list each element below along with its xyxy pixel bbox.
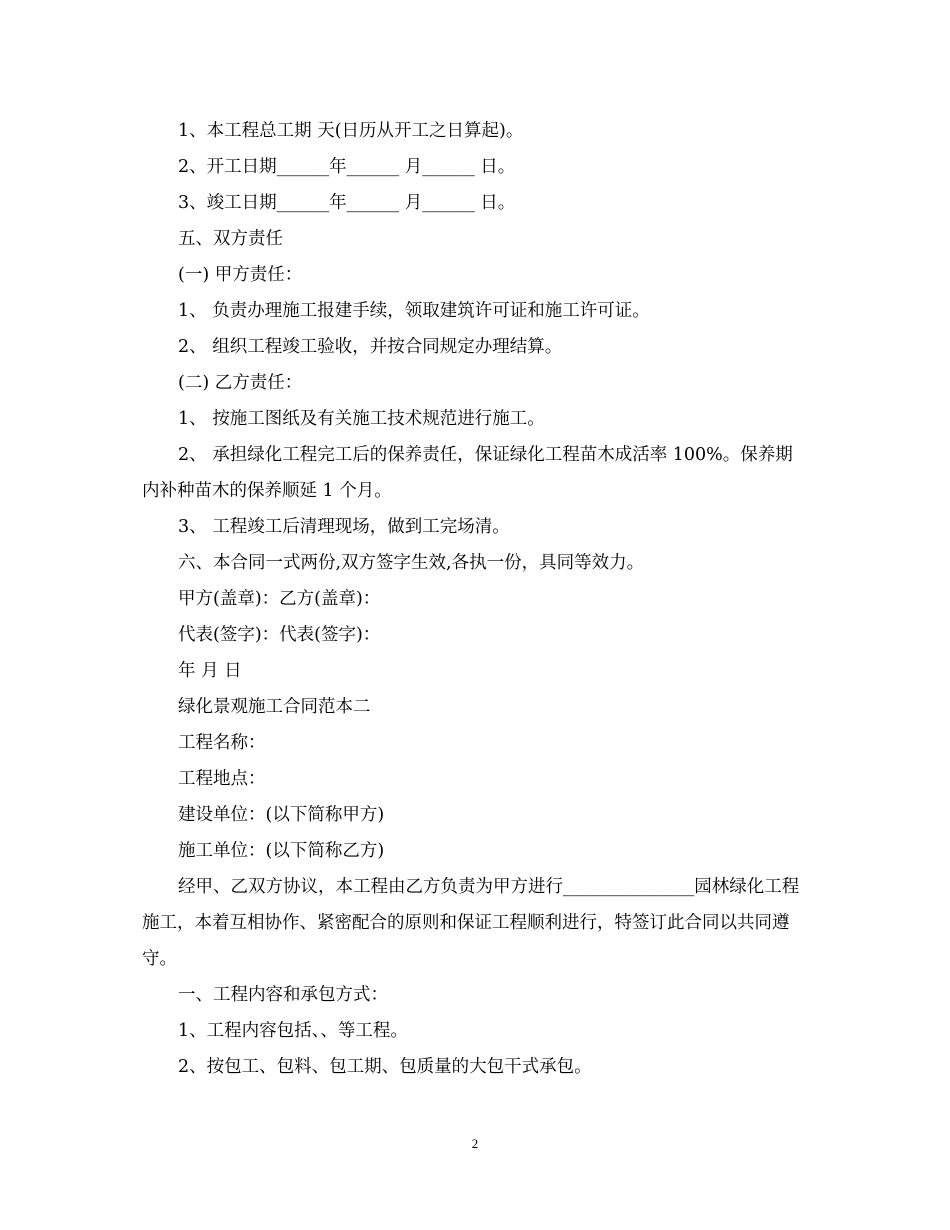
paragraph-party-b-item-2: 2、 承担绿化工程完工后的保养责任，保证绿化工程苗木成活率 100%。保养期内补种苗木的保养顺延 1 个月。	[142, 445, 793, 501]
field-contractor-unit: 施工单位：(以下简称乙方)	[178, 841, 385, 861]
field-project-location: 工程地点：	[178, 769, 266, 789]
subheading-party-b: (二) 乙方责任：	[178, 373, 303, 393]
paragraph-completion-date: 3、竣工日期______年______ 月______ 日。	[178, 193, 516, 213]
section-heading-responsibilities: 五、双方责任	[178, 229, 283, 249]
section-heading-copies: 六、本合同一式两份,双方签字生效,各执一份，具同等效力。	[178, 553, 645, 573]
template-two-title: 绿化景观施工合同范本二	[178, 697, 371, 717]
paragraph-agreement-intro: 经甲、乙双方协议，本工程由乙方负责为甲方进行_______________园林绿化工程施工，本着互相协作、紧密配合的原则和保证工程顺利进行，特签订此合同以共同遵守。	[142, 877, 800, 969]
paragraph-start-date: 2、开工日期______年______ 月______ 日。	[178, 157, 516, 177]
paragraph-party-b-item-3: 3、 工程竣工后清理现场，做到工完场清。	[178, 517, 510, 537]
paragraph-party-b-item-1: 1、 按施工图纸及有关施工技术规范进行施工。	[178, 409, 545, 429]
paragraph-scope-item-2: 2、按包工、包料、包工期、包质量的大包干式承包。	[178, 1057, 592, 1077]
signature-representative-line: 代表(签字)：代表(签字)：	[178, 625, 381, 645]
field-project-name: 工程名称：	[178, 733, 266, 753]
page-number: 2	[471, 1136, 479, 1151]
paragraph-party-a-item-2: 2、 组织工程竣工验收，并按合同规定办理结算。	[178, 337, 563, 357]
section-heading-scope: 一、工程内容和承包方式：	[178, 985, 388, 1005]
paragraph-duration: 1、本工程总工期 天(日历从开工之日算起)。	[178, 121, 524, 141]
signature-date-line: 年 月 日	[178, 661, 242, 681]
paragraph-party-a-item-1: 1、 负责办理施工报建手续，领取建筑许可证和施工许可证。	[178, 301, 650, 321]
paragraph-scope-item-1: 1、工程内容包括、、等工程。	[178, 1021, 408, 1041]
subheading-party-a: (一) 甲方责任：	[178, 265, 303, 285]
signature-seal-line: 甲方(盖章)：乙方(盖章)：	[178, 589, 381, 609]
document-body	[142, 113, 808, 1085]
field-construction-unit: 建设单位：(以下简称甲方)	[178, 805, 385, 825]
